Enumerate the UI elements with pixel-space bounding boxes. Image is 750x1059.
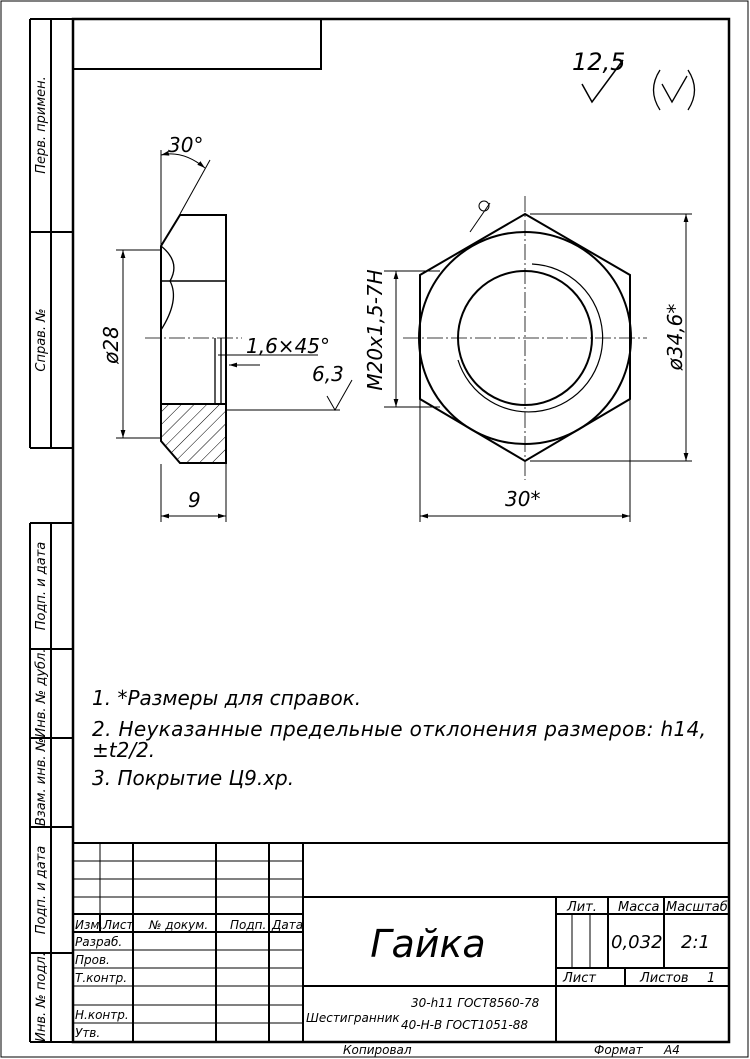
side-label-perv-primen: Перв. примен. bbox=[34, 76, 49, 174]
note-3: 3. Покрытие Ц9.хр. bbox=[92, 766, 295, 790]
technical-notes bbox=[92, 686, 706, 790]
side-label-inv-podl: Инв. № подл. bbox=[34, 952, 49, 1042]
footer-copied: Копировал bbox=[343, 1043, 412, 1057]
footer-format-value: А4 bbox=[664, 1043, 680, 1057]
role-tkontr: Т.контр. bbox=[75, 971, 128, 985]
sheet-footer bbox=[343, 1043, 680, 1057]
dim-thickness: 9 bbox=[188, 488, 201, 512]
title-block-text bbox=[75, 900, 728, 1040]
roughness-surface-value: 6,3 bbox=[312, 362, 344, 386]
material-std-2: 40-Н-В ГОСТ1051-88 bbox=[401, 1018, 528, 1032]
role-utv: Утв. bbox=[75, 1026, 101, 1040]
listov-label: Листов bbox=[640, 971, 689, 986]
note-2-continuation: ±t2/2. bbox=[92, 738, 156, 762]
sheet-frame bbox=[1, 1, 748, 1057]
role-razrab: Разраб. bbox=[75, 935, 123, 949]
side-label-podp-data-1: Подп. и дата bbox=[34, 541, 49, 631]
roughness-general-value: 12,5 bbox=[572, 48, 626, 76]
masshtab-label: Масштаб bbox=[666, 900, 728, 915]
header-list: Лист bbox=[103, 918, 134, 932]
role-prov: Пров. bbox=[75, 953, 110, 967]
header-data: Дата bbox=[272, 918, 304, 932]
lit-label: Лит. bbox=[567, 900, 597, 915]
dim-diam-inner: ø28 bbox=[99, 326, 123, 364]
side-label-podp-data-2: Подп. и дата bbox=[34, 845, 49, 935]
massa-label: Масса bbox=[618, 900, 660, 915]
dim-across-flats: 30* bbox=[505, 487, 541, 511]
section-hatch bbox=[161, 404, 226, 463]
dim-thread: M20x1,5-7H bbox=[363, 269, 387, 391]
material-name: Шестигранник bbox=[306, 1011, 400, 1025]
note-2: 2. Неуказанные предельные отклонения размеров: h14, bbox=[92, 717, 706, 741]
dim-chamfer: 1,6×45° bbox=[246, 334, 331, 358]
header-izm: Изм. bbox=[75, 918, 104, 932]
roughness-general-sign bbox=[572, 48, 695, 110]
nut-front-view bbox=[403, 196, 647, 480]
listov-value: 1 bbox=[707, 971, 716, 986]
dim-angle: 30° bbox=[168, 133, 204, 157]
side-labels bbox=[34, 76, 49, 1042]
list-label: Лист bbox=[563, 971, 596, 986]
masshtab-value: 2:1 bbox=[681, 932, 710, 953]
side-label-sprav: Справ. № bbox=[34, 308, 49, 372]
note-1: 1. *Размеры для справок. bbox=[92, 686, 362, 710]
header-podp: Подп. bbox=[230, 918, 267, 932]
nut-side-view bbox=[145, 215, 242, 463]
material-std-1: 30-h11 ГОСТ8560-78 bbox=[411, 996, 540, 1010]
side-label-inv-dubl: Инв. № дубл. bbox=[34, 648, 49, 738]
role-nkontr: Н.контр. bbox=[75, 1008, 129, 1022]
footer-format-label: Формат bbox=[594, 1043, 643, 1057]
header-no-dokum: № докум. bbox=[149, 918, 209, 932]
massa-value: 0,032 bbox=[611, 932, 663, 953]
dim-across-corners: ø34,6* bbox=[663, 303, 687, 371]
part-name: Гайка bbox=[370, 922, 486, 966]
side-label-vzam-inv: Взам. инв. № bbox=[34, 737, 49, 827]
front-dimensions bbox=[384, 214, 692, 522]
